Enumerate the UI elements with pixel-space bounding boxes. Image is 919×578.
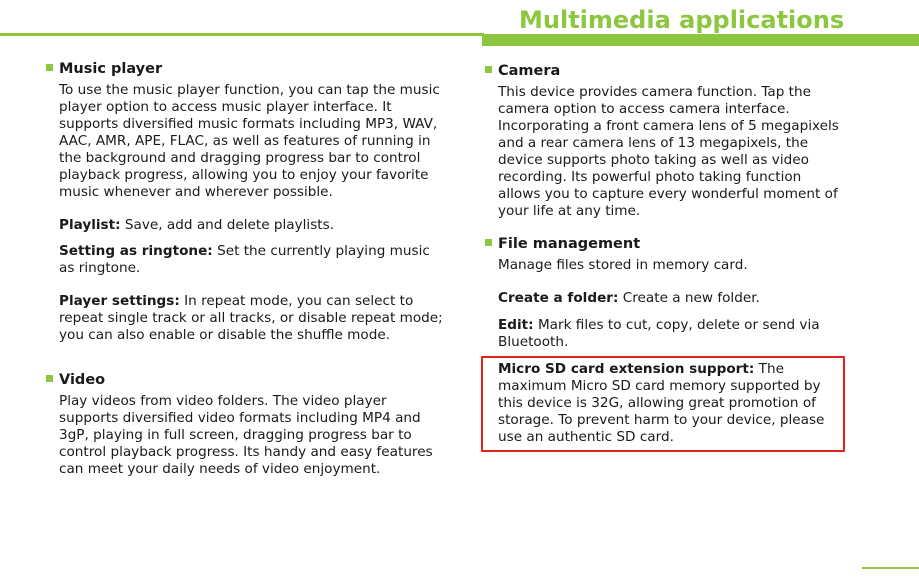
create-folder-label: Create a folder:: [498, 290, 619, 306]
footer-rule: [862, 567, 919, 569]
edit-label: Edit:: [498, 317, 534, 333]
left-column: [46, 61, 446, 478]
header-rule-thick: [482, 34, 919, 46]
bullet-square-icon: [485, 66, 492, 73]
music-player-heading: [46, 61, 446, 78]
music-player-heading-text: Music player: [59, 61, 163, 77]
playlist-label: Playlist:: [59, 217, 121, 233]
ringtone-text: Set the currently playing music as ringtone.: [59, 243, 430, 276]
camera-heading: [485, 63, 840, 80]
file-management-heading: [485, 236, 840, 253]
edit-text: Mark files to cut, copy, delete or send via Bluetooth.: [498, 317, 820, 350]
playlist-paragraph: [59, 217, 446, 234]
header-rule-thin: [0, 33, 484, 36]
music-player-body: To use the music player function, you can tap the music player option to access music player interface. It supports diversified music formats including MP3, WAV, AAC, AMR, APE, FLAC, as well as features of running in the background and dragging progress bar to control playback progress, allowing you to enjoy your favorite music whenever and wherever possible.: [59, 82, 440, 200]
camera-body: This device provides camera function. Tap the camera option to access camera interface. Incorporating a front camera lens of 5 megapixels and a rear camera lens of 13 megapixels, the device supports photo taking as well as video recording. Its powerful photo taking function allows you to capture every wonderful moment of your life at any time.: [498, 84, 839, 219]
page-title: Multimedia applications: [519, 6, 845, 34]
bullet-square-icon: [46, 64, 53, 71]
sd-card-text: The maximum Micro SD card memory supported by this device is 32G, allowing great promotion of storage. To prevent harm to your device, please use an authentic SD card.: [498, 361, 825, 445]
edit-paragraph: [498, 317, 840, 351]
playlist-text: Save, add and delete playlists.: [120, 217, 335, 233]
player-settings-paragraph: [59, 293, 446, 344]
sd-card-highlight-box: [481, 356, 845, 452]
music-player-section: [46, 82, 446, 344]
file-management-heading-text: File management: [498, 236, 641, 252]
video-heading: [46, 372, 446, 389]
create-folder-text: Create a new folder.: [618, 290, 760, 306]
camera-heading-text: Camera: [498, 63, 561, 79]
create-folder-paragraph: [498, 290, 840, 307]
sd-card-label: Micro SD card extension support:: [498, 361, 755, 377]
player-settings-label: Player settings:: [59, 293, 180, 309]
file-management-body: Manage files stored in memory card.: [498, 257, 748, 273]
bullet-square-icon: [485, 239, 492, 246]
ringtone-label: Setting as ringtone:: [59, 243, 213, 259]
camera-section: [485, 84, 840, 220]
video-section: [46, 393, 446, 478]
video-heading-text: Video: [59, 372, 106, 388]
video-body: Play videos from video folders. The video player supports diversified video formats including MP4 and 3gP, playing in full screen, dragging progress bar to control playback progress. Its handy and easy features can meet your daily needs of video enjoyment.: [59, 393, 433, 477]
bullet-square-icon: [46, 375, 53, 382]
player-settings-text: In repeat mode, you can select to repeat single track or all tracks, or disable repeat mode; you can also enable or disable the shuffle mode.: [59, 293, 443, 343]
ringtone-paragraph: [59, 243, 446, 277]
